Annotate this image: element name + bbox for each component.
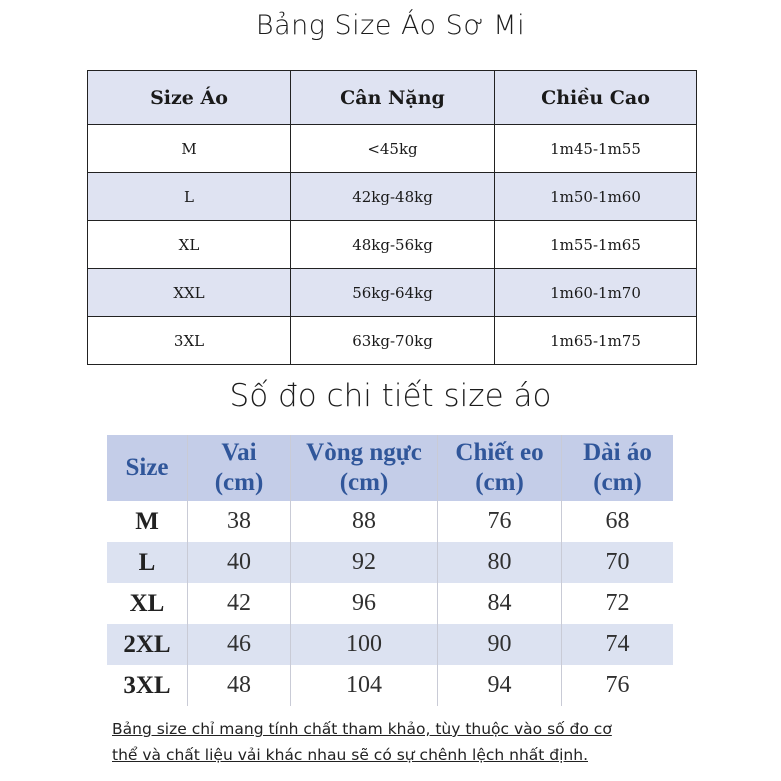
cell-waist: 80 (438, 542, 562, 583)
cell-size: XL (88, 221, 291, 269)
cell-weight: 42kg-48kg (291, 173, 495, 221)
cell-length: 70 (562, 542, 674, 583)
cell-waist: 90 (438, 624, 562, 665)
cell-chest: 92 (291, 542, 438, 583)
table-row (88, 269, 697, 317)
cell-weight: 56kg-64kg (291, 269, 495, 317)
cell-waist: 84 (438, 583, 562, 624)
header-shoulder: Vai (cm) (188, 435, 291, 501)
cell-height: 1m50-1m60 (495, 173, 697, 221)
cell-shoulder: 42 (188, 583, 291, 624)
cell-size: XL (129, 589, 165, 617)
cell-height: 1m45-1m55 (495, 125, 697, 173)
header-size: Size Áo (88, 71, 291, 125)
cell-chest: 96 (291, 583, 438, 624)
note-line-1: Bảng size chỉ mang tính chất tham khảo, tùy thuộc vào số đo cơ (112, 720, 612, 738)
header-length: Dài áo (cm) (562, 435, 674, 501)
cell-size: 2XL (107, 624, 188, 665)
disclaimer-note (112, 716, 712, 768)
header-height: Chiều Cao (495, 71, 697, 125)
table-row (88, 173, 697, 221)
cell-chest: 88 (291, 501, 438, 542)
cell-size: XXL (88, 269, 291, 317)
cell-size: M (88, 125, 291, 173)
cell-height: 1m65-1m75 (495, 317, 697, 365)
table-row (107, 501, 673, 542)
cell-chest: 100 (291, 624, 438, 665)
header-size: Size (107, 435, 188, 501)
table-row (107, 624, 673, 665)
table-row (107, 542, 673, 583)
table-row (107, 583, 673, 624)
table-row (107, 665, 673, 706)
cell-size: M (135, 507, 159, 535)
cell-waist: 94 (438, 665, 562, 706)
cell-height: 1m55-1m65 (495, 221, 697, 269)
table-header-row (107, 435, 673, 501)
cell-waist: 76 (438, 501, 562, 542)
cell-length: 68 (562, 501, 674, 542)
section-subtitle: Số đo chi tiết size áo (229, 378, 552, 414)
cell-size: L (88, 173, 291, 221)
cell-shoulder: 40 (188, 542, 291, 583)
size-weight-height-table (87, 70, 697, 365)
note-line-2: thể và chất liệu vải khác nhau sẽ có sự chênh lệch nhất định. (112, 746, 588, 764)
cell-weight: 48kg-56kg (291, 221, 495, 269)
cell-chest: 104 (291, 665, 438, 706)
table-header-row (88, 71, 697, 125)
cell-shoulder: 38 (188, 501, 291, 542)
cell-length: 76 (562, 665, 674, 706)
cell-length: 74 (562, 624, 674, 665)
cell-weight: 63kg-70kg (291, 317, 495, 365)
header-waist: Chiết eo (cm) (438, 435, 562, 501)
page-title: Bảng Size Áo Sơ Mi (255, 10, 526, 41)
cell-length: 72 (562, 583, 674, 624)
cell-size: L (107, 542, 188, 583)
measurement-table (107, 435, 673, 706)
table-row (88, 125, 697, 173)
cell-shoulder: 48 (188, 665, 291, 706)
header-weight: Cân Nặng (291, 71, 495, 125)
table-row (88, 317, 697, 365)
cell-size: 3XL (88, 317, 291, 365)
cell-shoulder: 46 (188, 624, 291, 665)
cell-weight: <45kg (291, 125, 495, 173)
table-row (88, 221, 697, 269)
cell-height: 1m60-1m70 (495, 269, 697, 317)
cell-size: 3XL (123, 671, 171, 699)
header-chest: Vòng ngực (cm) (291, 435, 438, 501)
